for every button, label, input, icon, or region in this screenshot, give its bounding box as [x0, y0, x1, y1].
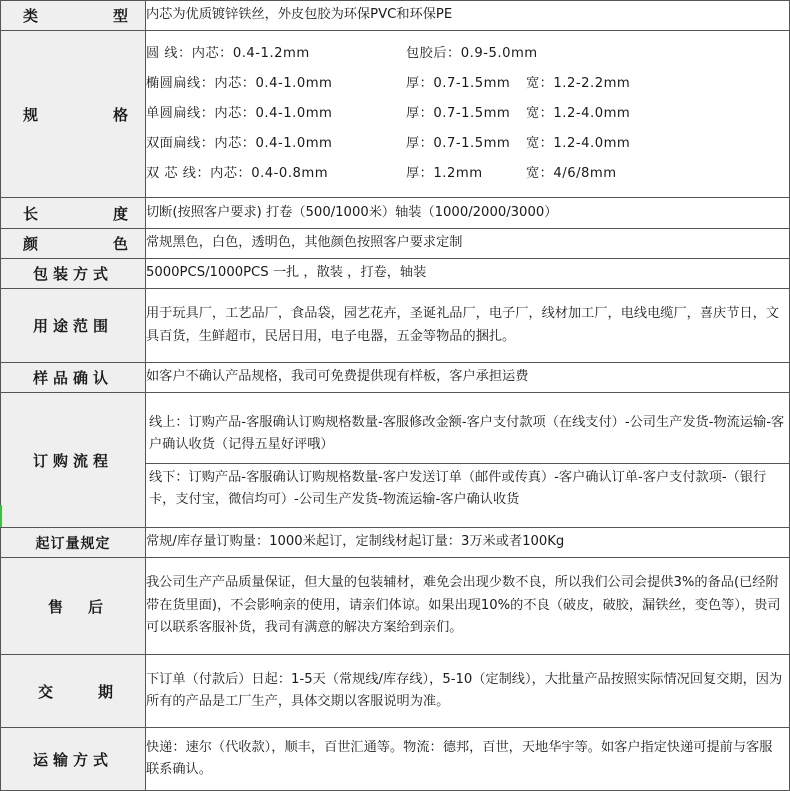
- value-delivery: 下订单（付款后）日起：1-5天（常规线/库存线），5-10（定制线），大批量产品按照实际情况回复交期，因为所有的产品是工厂生产，具体交期以客服说明为准。: [146, 655, 790, 728]
- row-packing: [1, 259, 790, 289]
- value-after-sales: 我公司生产产品质量保证，但大量的包装辅材，难免会出现少数不良，所以我们公司会提供3%的备品(已经附带在货里面)，不会影响亲的使用，请亲们体谅。如果出现10%的不良（破皮，破胶，漏铁丝，变色等），贵司可以联系客服补货，我司有满意的解决方案给到亲们。: [146, 558, 790, 655]
- value-type: 内芯为优质镀锌铁丝，外皮包胶为环保PVC和环保PE: [146, 1, 790, 31]
- value-color: 常规黑色，白色，透明色，其他颜色按照客户要求定制: [146, 229, 790, 259]
- row-spec: [1, 31, 790, 198]
- spec-line-twin-core: 双 芯 线：内芯：0.4-0.8mm 厚：1.2mm 宽：4/6/8mm: [146, 166, 617, 181]
- row-delivery: [1, 655, 790, 728]
- label-type: 类 型: [1, 1, 146, 31]
- row-color: [1, 229, 790, 259]
- row-type: [1, 1, 790, 31]
- order-flow-online: 线上：订购产品-客服确认订购规格数量-客服修改金额-客户支付款项（在线支付）-公司生产发货-物流运输-客户确认收货（记得五星好评哦）: [146, 409, 789, 464]
- label-order-flow: 订购流程: [1, 393, 146, 528]
- value-sample: 如客户不确认产品规格，我司可免费提供现有样板，客户承担运费: [146, 363, 790, 393]
- value-spec: [146, 31, 790, 198]
- value-length: 切断(按照客户要求) 打卷（500/1000米）轴装（1000/2000/3000）: [146, 198, 790, 229]
- row-moq: [1, 528, 790, 558]
- row-length: [1, 198, 790, 229]
- label-sample: 样品确认: [1, 363, 146, 393]
- label-delivery: 交 期: [1, 655, 146, 728]
- left-edge-marker: [0, 505, 2, 527]
- spec-line-round: 圆 线：内芯：0.4-1.2mm 包胶后：0.9-5.0mm: [146, 46, 538, 61]
- label-shipping: 运输方式: [1, 728, 146, 791]
- row-shipping: [1, 728, 790, 791]
- row-sample: [1, 363, 790, 393]
- value-shipping: 快递：速尔（代收款），顺丰，百世汇通等。物流：德邦，百世，天地华宇等。如客户指定快递可提前与客服联系确认。: [146, 728, 790, 791]
- label-usage: 用途范围: [1, 289, 146, 363]
- label-spec: 规 格: [1, 31, 146, 198]
- label-length: 长 度: [1, 198, 146, 229]
- spec-line-double-flat: 双面扁线：内芯：0.4-1.0mm 厚：0.7-1.5mm 宽：1.2-4.0mm: [146, 136, 631, 151]
- spec-line-oval-flat: 椭圆扁线：内芯：0.4-1.0mm 厚：0.7-1.5mm 宽：1.2-2.2mm: [146, 76, 631, 91]
- label-packing: 包装方式: [1, 259, 146, 289]
- row-usage: [1, 289, 790, 363]
- row-order-flow: [1, 393, 790, 528]
- spec-line-single-round-flat: 单圆扁线：内芯：0.4-1.0mm 厚：0.7-1.5mm 宽：1.2-4.0mm: [146, 106, 631, 121]
- value-packing: 5000PCS/1000PCS 一扎 ，散装 ，打卷，轴装: [146, 259, 790, 289]
- label-moq: 起订量规定: [1, 528, 146, 558]
- row-after-sales: [1, 558, 790, 655]
- order-flow-offline: 线下：订购产品-客服确认订购规格数量-客户发送订单（邮件或传真）-客户确认订单-客户支付款项-（银行卡，支付宝，微信均可）-公司生产发货-物流运输-客户确认收货: [149, 469, 767, 507]
- label-color: 颜 色: [1, 229, 146, 259]
- value-order-flow: [146, 393, 790, 528]
- label-after-sales: 售 后: [1, 558, 146, 655]
- value-usage: 用于玩具厂，工艺品厂，食品袋，园艺花卉，圣诞礼品厂，电子厂，线材加工厂，电线电缆厂，喜庆节日，文具百货，生鲜超市，民居日用，电子电器，五金等物品的捆扎。: [146, 289, 790, 363]
- value-moq: 常规/库存量订购量：1000米起订，定制线材起订量：3万米或者100Kg: [146, 528, 790, 558]
